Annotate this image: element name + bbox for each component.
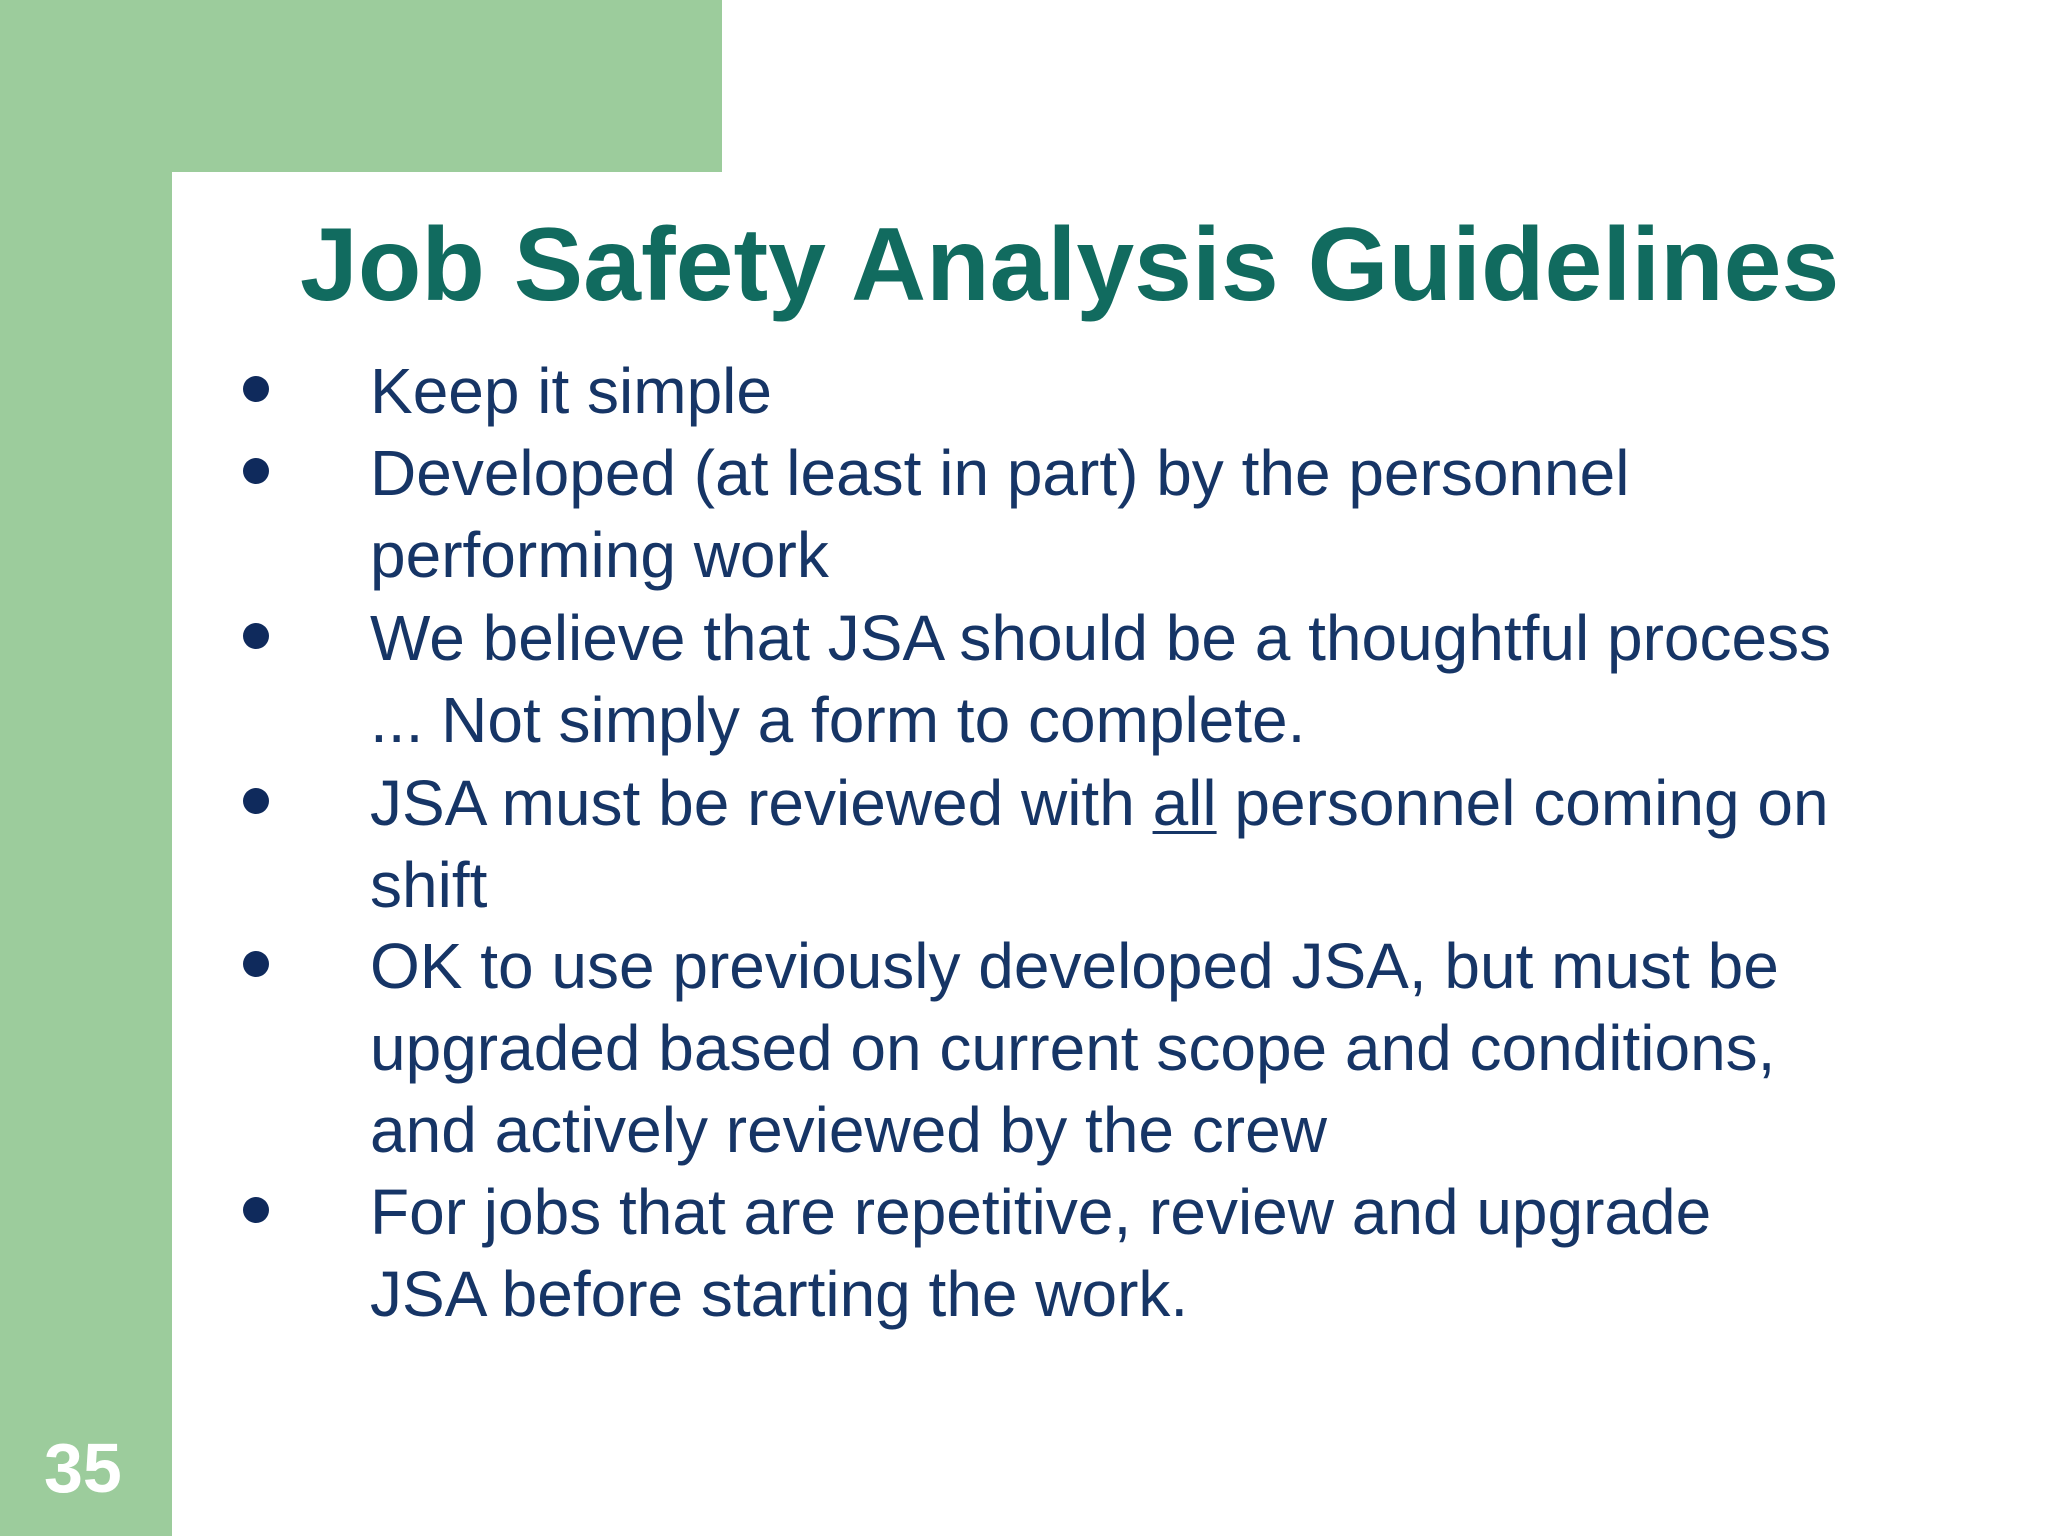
- bullet-text: [370, 350, 1970, 432]
- bullet-line: performing work: [370, 519, 829, 591]
- emphasis-underlined-word: all: [1152, 767, 1217, 839]
- bullet-line: upgraded based on current scope and conditions,: [370, 1012, 1776, 1084]
- bullet-line: shift: [370, 849, 488, 921]
- bullet-dot: [243, 458, 269, 484]
- bullet-dot: [243, 1197, 269, 1223]
- bullet-line: and actively reviewed by the crew: [370, 1094, 1327, 1166]
- bullet-dot: [243, 951, 269, 977]
- bullet-text-segment: JSA must be reviewed with: [370, 767, 1153, 839]
- bullet-line: ... Not simply a form to complete.: [370, 684, 1306, 756]
- slide-number: 35: [44, 1429, 122, 1507]
- bullet-dot: [243, 623, 269, 649]
- bullet-line: Developed (at least in part) by the personnel: [370, 437, 1630, 509]
- top-accent-bar: [0, 0, 722, 172]
- bullet-line: Keep it simple: [370, 355, 772, 427]
- bullet-line: OK to use previously developed JSA, but must be: [370, 930, 1779, 1002]
- bullet-line: JSA before starting the work.: [370, 1258, 1189, 1330]
- bullet-text: [370, 597, 1970, 761]
- left-accent-bar: [0, 0, 172, 1536]
- bullet-line: For jobs that are repetitive, review and upgrade: [370, 1176, 1712, 1248]
- bullet-text: [370, 925, 1970, 1171]
- bullet-text-segment: personnel coming on: [1216, 767, 1829, 839]
- bullet-text: [370, 432, 1970, 596]
- bullet-dot: [243, 376, 269, 402]
- bullet-line: We believe that JSA should be a thoughtful process: [370, 602, 1832, 674]
- bullet-text: [370, 1171, 1970, 1335]
- bullet-text: [370, 762, 1970, 926]
- slide-title: Job Safety Analysis Guidelines: [300, 207, 1840, 323]
- bullet-dot: [243, 788, 269, 814]
- bullet-line: [370, 762, 1970, 844]
